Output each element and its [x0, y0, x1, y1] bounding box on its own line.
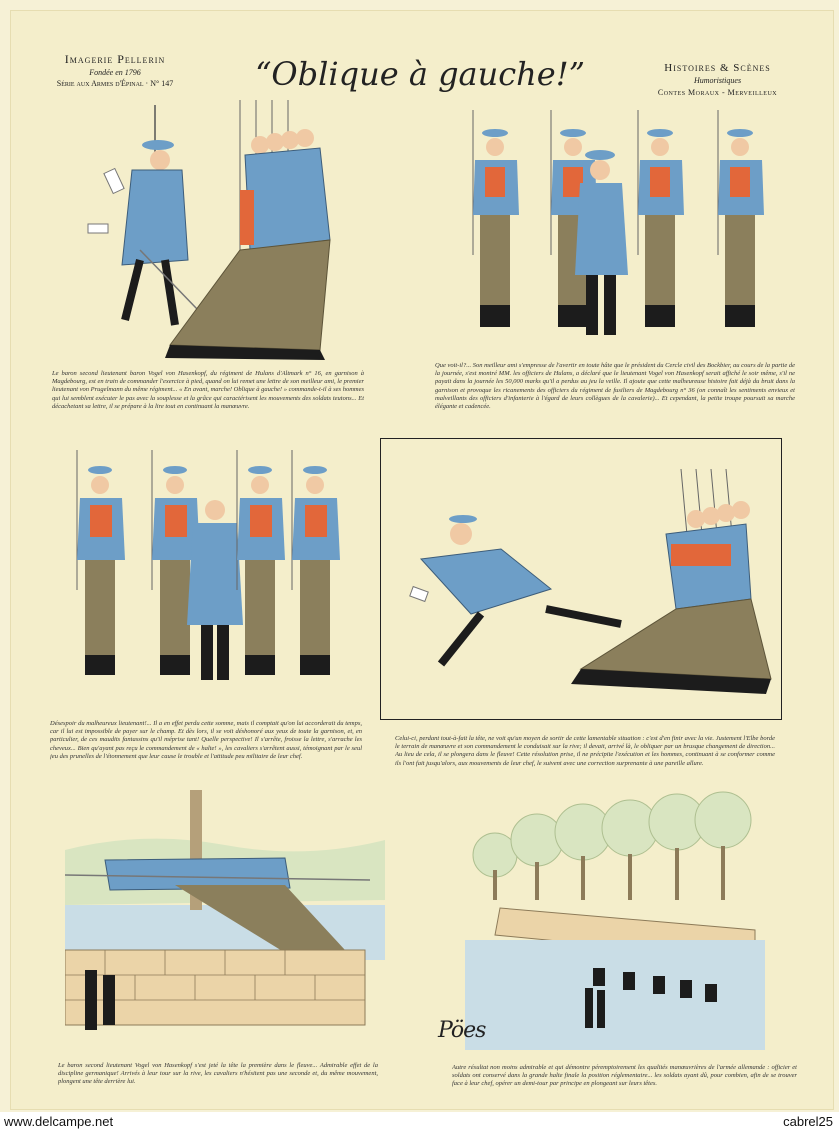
river-surface	[465, 940, 765, 1050]
publisher-block	[40, 52, 190, 88]
panel-4-frame	[380, 438, 782, 720]
tree-line	[473, 792, 751, 900]
page-title: “Oblique à gauche!”	[255, 55, 585, 93]
series-number: Série aux Armes d'Épinal · N° 147	[56, 79, 174, 88]
officer-reading	[88, 105, 198, 325]
caption-panel-2: Que voit-il?... Son meilleur ami s'empresse de l'avertir en toute hâte que le président du Cercle civil des Bockbier, au cours de la partie de la journée, s'est montré MM. les officiers de Hulans, a déclaré que le lieutenant Vogel von Hasenkopf serait affiché le soir même, s'il ne payait dans la journée les 50,000 marks qu'il a perdus au jeu la veille. Il ajoute que cette malheureuse histoire fait déjà du bruit dans la garnison et provoque les ricanements des officiers du régiment de fusiliers de Magdebourg n° 36 (on connaît les sentiments envieux et malveillants des officiers d'infanterie à l'égard de leurs collègues de la cavalerie)... Et cependant, la petite troupe poursuit sa marche élégante et cadencée.	[435, 362, 795, 411]
subcategory: Humoristiques	[693, 76, 742, 85]
category-block	[620, 62, 815, 97]
panel-1-illustration	[70, 100, 360, 365]
officer-lunging	[410, 515, 621, 664]
marching-soldiers	[165, 100, 330, 360]
site-watermark: www.delcampe.net	[4, 1114, 114, 1129]
panel-3-illustration	[50, 440, 350, 690]
publisher-name: Imagerie Pellerin	[64, 52, 166, 66]
caption-panel-5: Le baron second lieutenant Vogel von Hasenkopf s'est jeté la tête la première dans le fleuve... Admirable effet de la discipline germanique! Arrivés à leur tour sur la rive, les cavaliers n'hésitent pas une seconde et, du même mouvement, plongent une tête derrière lui.	[58, 1062, 378, 1086]
panel-6-illustration	[465, 790, 765, 1060]
category: Histoires & Scènes	[664, 62, 771, 74]
soldiers-halted	[77, 450, 340, 680]
artist-signature: Pöes	[438, 1018, 486, 1043]
genre: Contes Moraux - Merveilleux	[657, 88, 778, 97]
seller-watermark: cabrel25	[783, 1114, 833, 1129]
caption-panel-4: Celui-ci, perdant tout-à-fait la tête, ne voit qu'un moyen de sortir de cette lamentable situation : c'est d'en finir avec la vie. Justement l'Elbe borde le terrain de manœuvre et son commandement le conduisait sur la rive; il devait, arrivé là, le obliquer par un brusque changement de direction... Au lieu de cela, il se plongera dans le fleuve! Cette résolution prise, il ne précipite l'exécution et les hommes, continuant à se conformer comme ils l'ont fait jusqu'alors, aux mouvements de leur chef, le suivent avec une correction surprenante à une pareille allure.	[395, 735, 775, 767]
soldiers-following	[571, 469, 771, 694]
caption-panel-6: Autre résultat non moins admirable et qui démontre péremptoirement les qualités manœuvrières de l'armée allemande : officier et soldats ont conservé dans la grande halte finale la position réglementaire... les soldats ayant dû, pour combien, afin de se trouver face à leur chef, opérer un demi-tour par principe en plongeant sur leurs têtes.	[452, 1064, 797, 1088]
panel-5-illustration	[65, 790, 385, 1055]
caption-panel-3: Désespoir du malheureux lieutenant!... Il a en effet perdu cette somme, mais il comptait qu'on lui accorderait du temps, car il lui est impossible de payer sur le champ. Et dès lors, il se voit déshonoré aux yeux de toute la garnison, et, en particulier, de ces maudits fantassins qu'il méprise tant! Quelle perspective! Il s'arrête, froisse la lettre, s'arrache les cheveux... Bien qu'ayant pas reçu le commandement de « halte! », les cavaliers s'arrêtent aussi, témoignant par le seul jeu des prunelles de l'étonnement que leur cause le trouble et l'attitude peu militaire de leur chef.	[50, 720, 362, 760]
founded-note: Fondée en 1796	[89, 68, 141, 77]
caption-panel-1: Le baron second lieutenant baron Vogel von Hasenkopf, du régiment de Hulans d'Altmark n° 16, en garnison à Magdebourg, est en train de commander l'exercice à pied, quand on lui remet une lettre de son meilleur ami, le premier lieutenant von Prugelmann du même régiment... « En avant, marche! Oblique à gauche! » commande-t-il à ses hommes qui lui semblent exécuter le pas avec la souplesse et la grâce qui caractérisent les mouvements des soldats teutons... Et décachetant sa lettre, il se prépare à la lire tout en continuant la manœuvre.	[52, 370, 364, 410]
watermark-bar	[0, 1112, 839, 1132]
panel-2-illustration	[450, 105, 780, 355]
soldier-row	[473, 110, 764, 335]
